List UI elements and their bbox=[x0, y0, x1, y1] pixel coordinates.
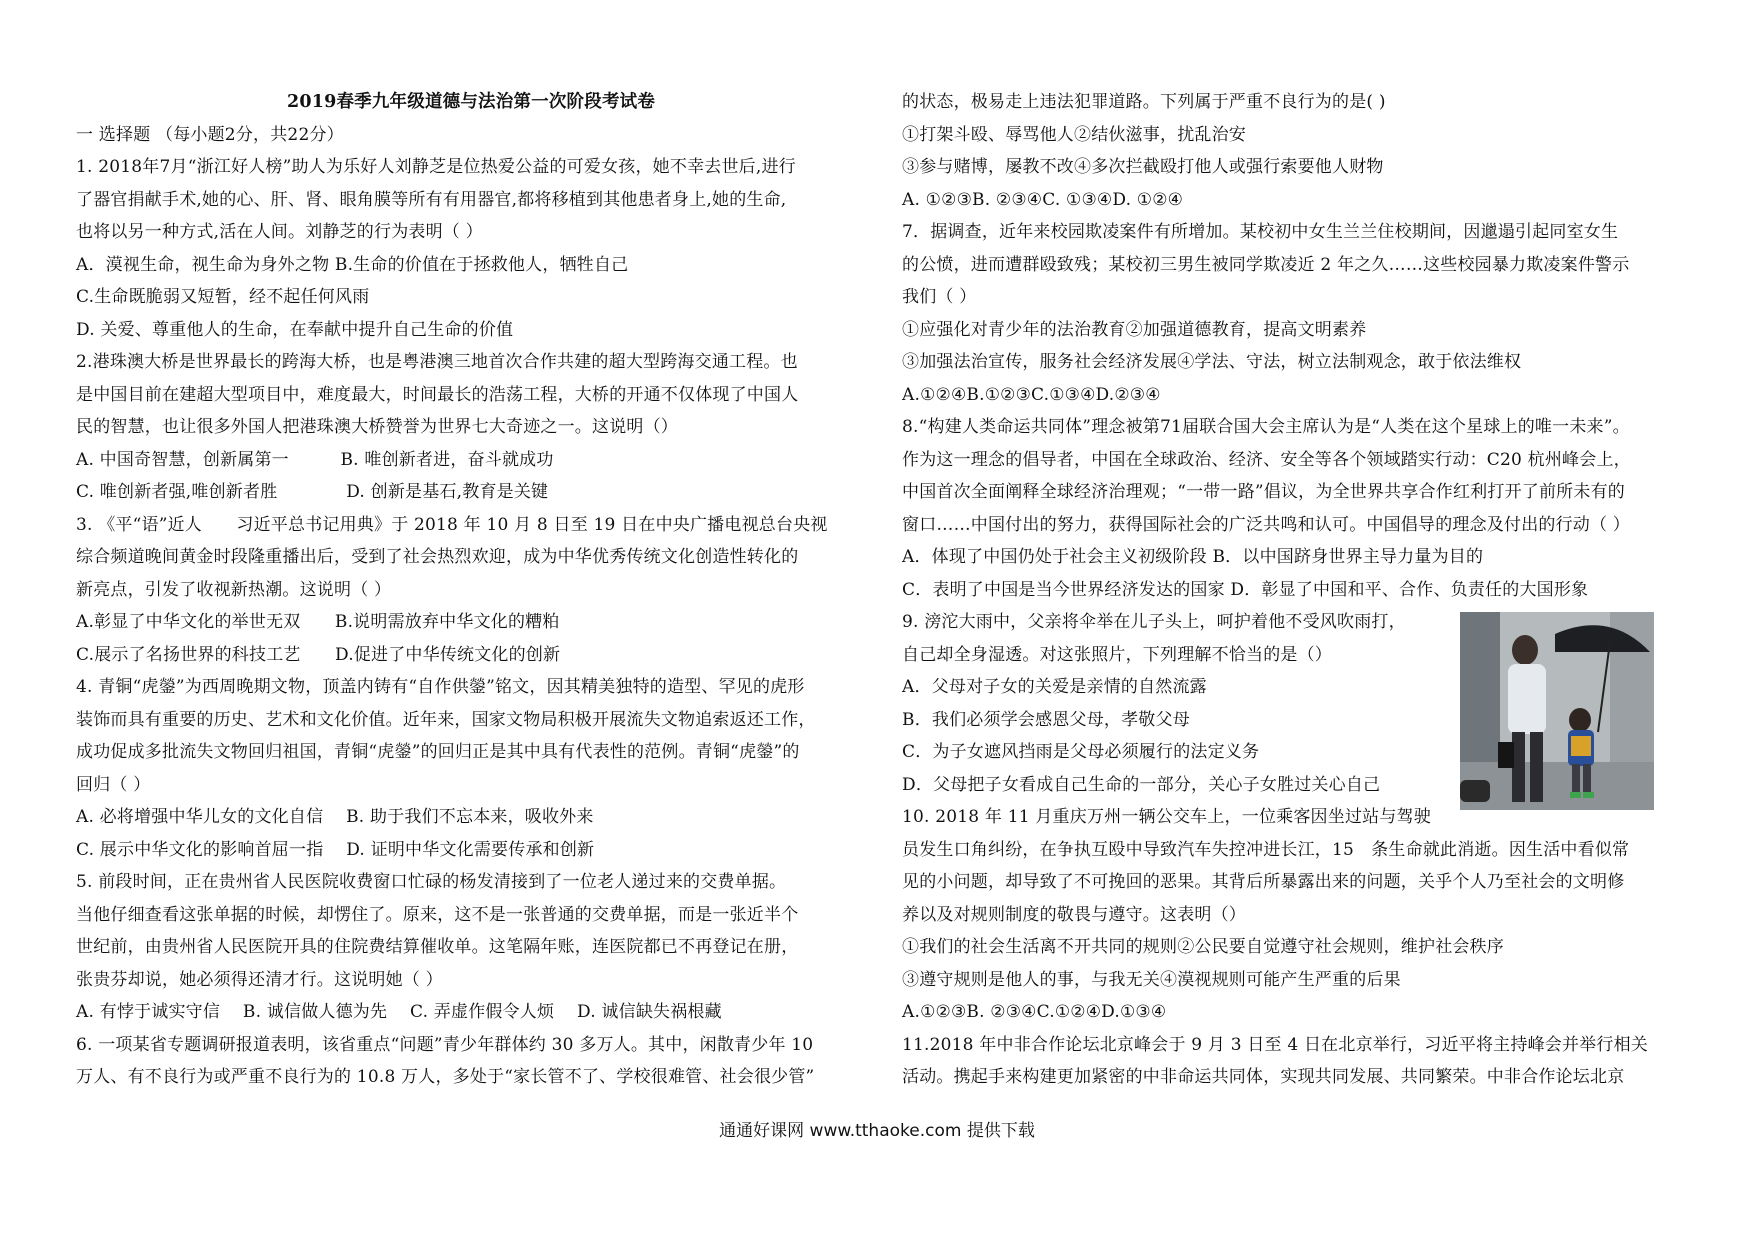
left-line: C. 展示中华文化的影响首屈一指 D. 证明中华文化需要传承和创新 bbox=[76, 839, 595, 860]
left-line: 一 选择题 （每小题2分，共22分） bbox=[76, 124, 344, 145]
right-line: ①我们的社会生活离不开共同的规则②公民要自觉遵守社会规则，维护社会秩序 bbox=[902, 937, 1504, 957]
left-line: 装饰而具有重要的历史、艺术和文化价值。近年来，国家文物局积极开展流失文物追索返还工作， bbox=[76, 709, 816, 730]
right-line: A．父母对子女的关爱是亲情的自然流露 bbox=[902, 677, 1207, 697]
left-line: A. 必将增强中华儿女的文化自信 B. 助于我们不忘本来，吸收外来 bbox=[76, 807, 594, 827]
left-line: 世纪前，由贵州省人民医院开具的住院费结算催收单。这笔隔年账，连医院都已不再登记在册， bbox=[76, 937, 799, 957]
left-line: 了器官捐献手术,她的心、肝、肾、眼角膜等所有有用器官,都将移植到其他患者身上,她的生命, bbox=[76, 189, 787, 210]
exam-title: 2019春季九年级道德与法治第一次阶段考试卷 bbox=[286, 92, 656, 112]
right-line: 活动。携起手来构建更加紧密的中非命运共同体，实现共同发展、共同繁荣。中非合作论坛北京 bbox=[902, 1067, 1625, 1087]
right-line: 窗口……中国付出的努力，获得国际社会的广泛共鸣和认可。中国倡导的理念及付出的行动（ ） bbox=[902, 514, 1631, 535]
right-line: ①打架斗殴、辱骂他人②结伙滋事，扰乱治安 bbox=[902, 124, 1246, 145]
right-line: 养以及对规则制度的敬畏与遵守。这表明（） bbox=[902, 904, 1246, 925]
right-line: 我们（ ） bbox=[902, 287, 977, 307]
left-column bbox=[76, 86, 866, 1094]
left-line: 新亮点，引发了收视新热潮。这说明（ ） bbox=[76, 579, 392, 600]
right-line: A.①②④B.①②③C.①③④D.②③④ bbox=[902, 384, 1161, 405]
right-line: ①应强化对青少年的法治教育②加强道德教育，提高文明素养 bbox=[902, 319, 1367, 340]
left-line: A. 中国奇智慧，创新属第一 B. 唯创新者进，奋斗就成功 bbox=[76, 449, 554, 470]
left-line: 当他仔细查看这张单据的时候，却愣住了。原来，这不是一张普通的交费单据，而是一张近半个 bbox=[76, 904, 799, 925]
left-line: C.生命既脆弱又短暂，经不起任何风雨 bbox=[76, 287, 370, 307]
left-line: 1. 2018年7月“浙江好人榜”助人为乐好人刘静芝是位热爱公益的可爱女孩，她不幸去世后,进行 bbox=[76, 157, 796, 177]
right-line: A．体现了中国仍处于社会主义初级阶段 B．以中国跻身世界主导力量为目的 bbox=[902, 547, 1484, 567]
left-line: C.展示了名扬世界的科技工艺 D.促进了中华传统文化的创新 bbox=[76, 644, 561, 665]
left-line: 民的智慧，也让很多外国人把港珠澳大桥赞誉为世界七大奇迹之一。这说明（） bbox=[76, 417, 678, 437]
right-column bbox=[902, 86, 1692, 1094]
left-line: 2.港珠澳大桥是世界最长的跨海大桥，也是粤港澳三地首次合作共建的超大型跨海交通工程。也 bbox=[76, 352, 798, 372]
left-line: 张贵芬却说，她必须得还清才行。这说明她（ ） bbox=[76, 969, 443, 990]
right-line: A.①②③B. ②③④C.①②④D.①③④ bbox=[902, 1002, 1167, 1022]
right-line: 9. 滂沱大雨中，父亲将伞举在儿子头上，呵护着他不受风吹雨打， bbox=[902, 612, 1406, 632]
left-line: 也将以另一种方式,活在人间。刘静芝的行为表明（ ） bbox=[76, 222, 483, 242]
right-line: 见的小问题，却导致了不可挽回的恶果。其背后所暴露出来的问题，关乎个人乃至社会的文明修 bbox=[902, 872, 1625, 892]
left-line: 3. 《平“语”近人 习近平总书记用典》于 2018 年 10 月 8 日至 19 日在中央广播电视总台央视 bbox=[76, 514, 828, 535]
right-line: ③参与赌博，屡教不改④多次拦截殴打他人或强行索要他人财物 bbox=[902, 157, 1384, 177]
right-line: 11.2018 年中非合作论坛北京峰会于 9 月 3 日至 4 日在北京举行，习近平将主持峰会并举行相关 bbox=[902, 1034, 1648, 1055]
right-line: 8.“构建人类命运共同体”理念被第71届联合国大会主席认为是“人类在这个星球上的唯一未来”。 bbox=[902, 417, 1630, 437]
left-line: 回归（ ） bbox=[76, 774, 151, 795]
right-line: B．我们必须学会感恩父母，孝敬父母 bbox=[902, 709, 1190, 730]
right-line: 自己却全身湿透。对这张照片，下列理解不恰当的是（） bbox=[902, 644, 1332, 665]
right-line: 作为这一理念的倡导者，中国在全球政治、经济、安全等各个领域踏实行动：C20 杭州峰会上， bbox=[902, 449, 1631, 470]
right-line: 的状态，极易走上违法犯罪道路。下列属于严重不良行为的是( ) bbox=[902, 92, 1386, 112]
left-line: A. 有悖于诚实守信 B. 诚信做人德为先 C. 弄虚作假令人烦 D. 诚信缺失祸根藏 bbox=[76, 1002, 722, 1022]
right-line: C．表明了中国是当今世界经济发达的国家 D．彰显了中国和平、合作、负责任的大国形象 bbox=[902, 579, 1589, 600]
left-line: 5. 前段时间，正在贵州省人民医院收费窗口忙碌的杨发清接到了一位老人递过来的交费单据。 bbox=[76, 872, 787, 892]
father-son-umbrella-photo bbox=[1460, 612, 1654, 810]
left-line: 6. 一项某省专题调研报道表明，该省重点“问题”青少年群体约 30 多万人。其中，闲散青少年 10 bbox=[76, 1034, 814, 1055]
right-line: 中国首次全面阐释全球经济治理观；“一带一路”倡议，为全世界共享合作红利打开了前所未有的 bbox=[902, 482, 1625, 502]
right-line: D．父母把子女看成自己生命的一部分，关心子女胜过关心自己 bbox=[902, 774, 1381, 795]
left-line: D. 关爱、尊重他人的生命，在奉献中提升自己生命的价值 bbox=[76, 319, 514, 340]
right-line: 7．据调查，近年来校园欺凌案件有所增加。某校初中女生兰兰住校期间，因邋遢引起同室女生 bbox=[902, 222, 1619, 242]
left-line: 万人、有不良行为或严重不良行为的 10.8 万人，多处于“家长管不了、学校很难管、社会很少管” bbox=[76, 1067, 815, 1087]
left-line: C. 唯创新者强,唯创新者胜 D. 创新是基石,教育是关键 bbox=[76, 482, 549, 502]
footer-download-note: 通通好课网 www.tthaoke.com 提供下载 bbox=[719, 1121, 1035, 1141]
right-line: 的公愤，进而遭群殴致残；某校初三男生被同学欺凌近 2 年之久……这些校园暴力欺凌案件警示 bbox=[902, 254, 1630, 275]
left-line: 综合频道晚间黄金时段隆重播出后，受到了社会热烈欢迎，成为中华优秀传统文化创造性转化的 bbox=[76, 547, 799, 567]
right-line: ③加强法治宣传，服务社会经济发展④学法、守法，树立法制观念，敢于依法维权 bbox=[902, 352, 1522, 372]
left-line: 是中国目前在建超大型项目中，难度最大，时间最长的浩荡工程，大桥的开通不仅体现了中国人 bbox=[76, 384, 799, 405]
right-line: A. ①②③B. ②③④C. ①③④D. ①②④ bbox=[902, 189, 1184, 210]
right-line: 员发生口角纠纷，在争执互殴中导致汽车失控冲进长江，15 条生命就此消逝。因生活中看似常 bbox=[902, 839, 1630, 860]
left-line: A.彰显了中华文化的举世无双 B.说明需放弃中华文化的糟粕 bbox=[76, 612, 560, 632]
photo-illustration bbox=[1460, 612, 1654, 810]
left-line: A．漠视生命，视生命为身外之物 B.生命的价值在于拯救他人，牺牲自己 bbox=[76, 254, 629, 275]
right-line: C．为子女遮风挡雨是父母必须履行的法定义务 bbox=[902, 742, 1260, 762]
right-line: ③遵守规则是他人的事，与我无关④漠视规则可能产生严重的后果 bbox=[902, 969, 1401, 990]
left-line: 4. 青铜“虎鎣”为西周晚期文物，顶盖内铸有“自作供鎣”铭文，因其精美独特的造型、罕见的虎形 bbox=[76, 677, 805, 697]
right-line: 10. 2018 年 11 月重庆万州一辆公交车上，一位乘客因坐过站与驾驶 bbox=[902, 807, 1431, 827]
left-line: 成功促成多批流失文物回归祖国，青铜“虎鎣”的回归正是其中具有代表性的范例。青铜“虎鎣”的 bbox=[76, 742, 800, 762]
